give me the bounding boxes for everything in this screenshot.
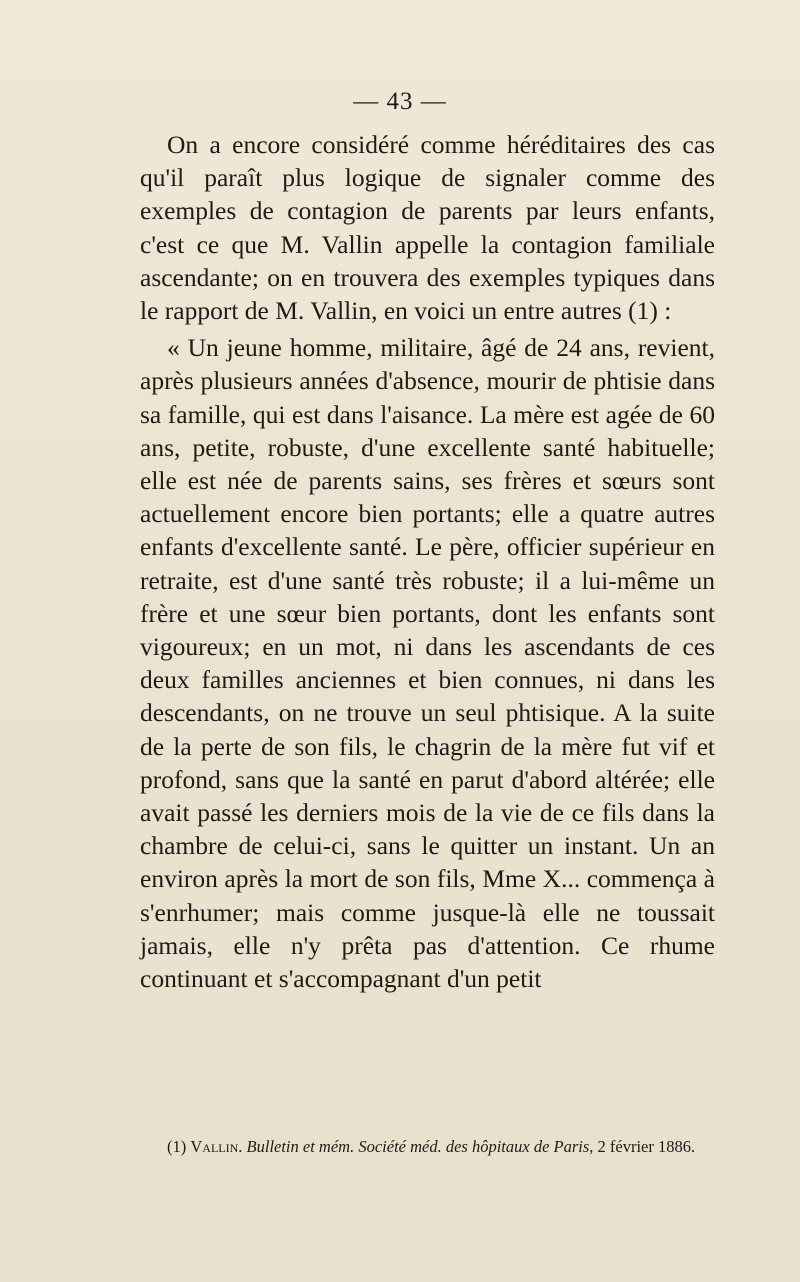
footnote-marker: (1)	[167, 1137, 187, 1156]
paragraph-2-quotation: « Un jeune homme, militaire, âgé de 24 ans, revient, après plusieurs années d'absence, mourir de phtisie dans sa famille, qui est dans l'aisance. La mère est agée de 60 ans, petite, robuste, d'une excellente santé habituelle; elle est née de parents sains, ses frères et sœurs sont actuellement encore bien portants; elle a quatre autres enfants d'excellente santé. Le père, officier supérieur en retraite, est d'une santé très robuste; il a lui-même un frère et une sœur bien portants, dont les enfants sont vigoureux; en un mot, ni dans les ascendants de ces deux familles anciennes et bien connues, ni dans les descendants, on ne trouve un seul phtisique. A la suite de la perte de son fils, le chagrin de la mère fut vif et profond, sans que la santé en parut d'abord altérée; elle avait passé les derniers mois de la vie de ce fils dans la chambre de celui-ci, sans le quitter un instant. Un an environ après la mort de son fils, Mme X... commença à s'enrhumer; mais comme jusque-là elle ne toussait jamais, elle n'y prêta pas d'attention. Ce rhume continuant et s'accompagnant d'un petit	[140, 333, 715, 994]
footnote-author: Vallin.	[190, 1137, 243, 1156]
footnote	[140, 1136, 715, 1157]
main-text	[140, 128, 715, 995]
footnote-date: , 2 février 1886.	[589, 1137, 696, 1156]
page-number: — 43 —	[353, 88, 447, 115]
footnote-text	[140, 1136, 715, 1157]
paragraph-1: On a encore considéré comme héréditaires des cas qu'il paraît plus logique de signaler comme des exemples de contagion de parents par leurs enfants, c'est ce que M. Vallin appelle la contagion familiale ascendante; on en trouvera des exemples typiques dans le rapport de M. Vallin, en voici un entre autres (1) :	[140, 130, 715, 326]
footnote-source: Bulletin et mém. Société méd. des hôpitaux de Paris	[246, 1137, 590, 1156]
